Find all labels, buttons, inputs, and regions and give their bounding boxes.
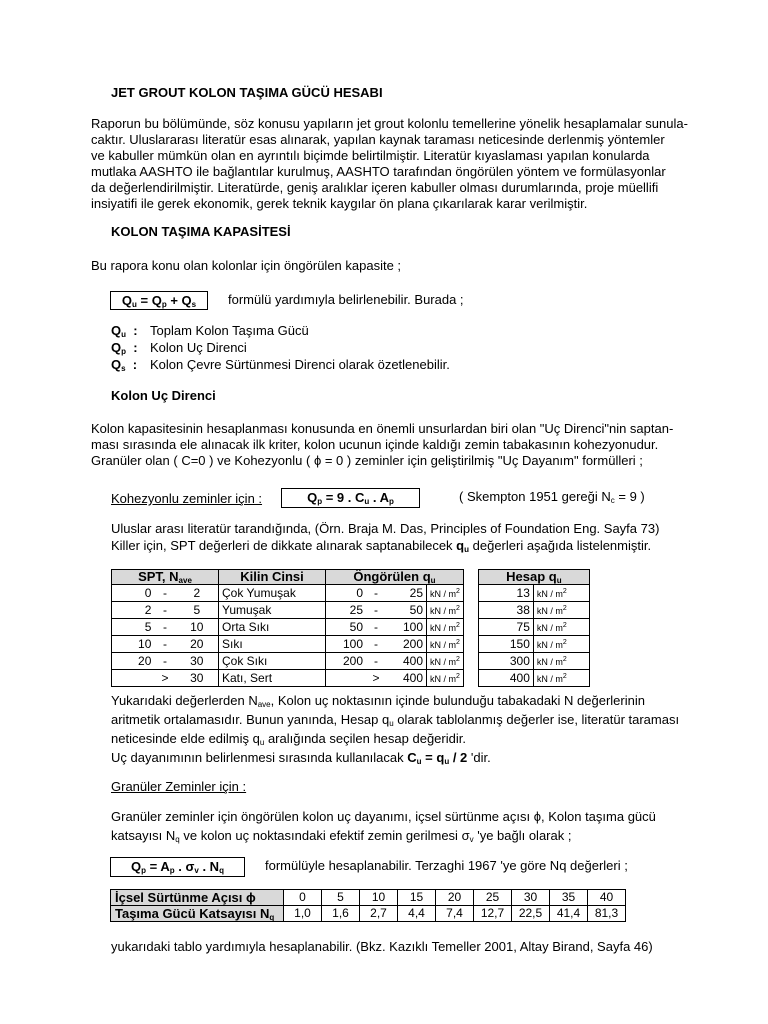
table-cell — [112, 670, 155, 687]
table-cell-nq: 1,0 — [284, 906, 322, 922]
tip-line: ması sırasında ele alınacak ilk kriter, kolon ucunun içinde kaldığı zemin tabakasının kohezyonudur. — [91, 437, 659, 452]
unit-cell: kN / $m^2$ — [427, 653, 464, 670]
row-label-phi: İçsel Sürtünme Açısı ϕ — [111, 890, 284, 906]
intro-paragraph — [91, 116, 688, 212]
symbol-qs: $Q_s$ : — [111, 357, 138, 373]
unit-cell: kN / $m^2$ — [533, 585, 589, 602]
table-cell: 2 — [112, 602, 155, 619]
table-cell: - — [154, 619, 175, 636]
table-cell: 200 — [386, 636, 427, 653]
granular-heading: Granüler Zeminler için : — [111, 779, 247, 794]
table-cell-phi: 35 — [550, 890, 588, 906]
table-cell: 400 — [386, 653, 427, 670]
table-cell-phi: 5 — [322, 890, 360, 906]
table-row — [112, 653, 590, 670]
after-table-line: Yukarıdaki değerlerden $N_{ave}$, Kolon uç noktasının içinde bulunduğu tabakadaki N değerlerinin — [111, 693, 645, 709]
definition-qu: Toplam Kolon Taşıma Gücü — [150, 323, 309, 338]
table-row-phi — [111, 890, 626, 906]
table-cell-hesap: 38 — [478, 602, 533, 619]
literature-line: Uluslar arası literatür tarandığında, (Örn. Braja M. Das, Principles of Foundation Eng. Sayfa 73) — [111, 521, 660, 536]
table-row — [112, 602, 590, 619]
table-cell-nq: 12,7 — [474, 906, 512, 922]
table-cell: 25 — [326, 602, 367, 619]
capacity-intro: Bu rapora konu olan kolonlar için öngörülen kapasite ; — [91, 258, 402, 273]
intro-line: caktır. Uluslararası literatür esas alınarak, yapılan kaynak taraması neticesinde derlenmiş yöntemler — [91, 132, 665, 147]
definition-qs: Kolon Çevre Sürtünmesi Direnci olarak özetlenebilir. — [150, 357, 450, 372]
intro-line: Raporun bu bölümünde, söz konusu yapıların jet grout kolonlu temellerine yönelik hesaplamalar sunula- — [91, 116, 688, 131]
table-cell: 10 — [112, 636, 155, 653]
unit-cell: kN / $m^2$ — [533, 602, 589, 619]
table-cell: 50 — [386, 602, 427, 619]
table-cell-hesap: 13 — [478, 585, 533, 602]
after-table-line: Uç dayanımının belirlenmesi sırasında kullanılacak $C_u = q_u / 2$ 'dir. — [111, 750, 491, 766]
unit-cell: kN / $m^2$ — [427, 585, 464, 602]
unit-cell: kN / $m^2$ — [427, 670, 464, 687]
table-row — [112, 585, 590, 602]
table-cell-nq: 41,4 — [550, 906, 588, 922]
table-cell-phi: 15 — [398, 890, 436, 906]
unit-cell: kN / $m^2$ — [533, 619, 589, 636]
final-line: yukarıdaki tablo yardımıyla hesaplanabilir. (Bkz. Kazıklı Temeller 2001, Altay Birand, Sayfa 46) — [111, 939, 653, 954]
section-heading-capacity: KOLON TAŞIMA KAPASİTESİ — [111, 224, 291, 239]
table-cell-phi: 30 — [512, 890, 550, 906]
after-table-line: neticesinde elde edilmiş $q_u$ aralığında seçilen hesap değeridir. — [111, 731, 466, 747]
spt-table — [111, 569, 590, 687]
unit-cell: kN / $m^2$ — [427, 602, 464, 619]
table-header-row — [112, 570, 590, 585]
table-cell: - — [154, 585, 175, 602]
table-row — [112, 670, 590, 687]
table-cell: - — [366, 619, 386, 636]
table-cell: 30 — [176, 653, 219, 670]
formula-granular-text: formülüyle hesaplanabilir. Terzaghi 1967 'ye göre Nq değerleri ; — [265, 858, 628, 873]
header-ongorulen: Öngörülen $q_u$ — [326, 570, 464, 585]
table-cell: > — [366, 670, 386, 687]
granular-line: katsayısı $N_q$ ve kolon uç noktasındaki efektif zemin gerilmesi $\sigma_v$ 'ye bağlı olarak ; — [111, 828, 572, 844]
table-row-nq — [111, 906, 626, 922]
table-cell: Çok Sıkı — [219, 653, 326, 670]
table-row — [112, 619, 590, 636]
table-cell-nq: 4,4 — [398, 906, 436, 922]
tip-line: Kolon kapasitesinin hesaplanması konusunda en önemli unsurlardan biri olan "Uç Direnci"nin saptan- — [91, 421, 674, 436]
unit-cell: kN / $m^2$ — [533, 670, 589, 687]
header-hesap: Hesap $q_u$ — [478, 570, 589, 585]
table-cell: 100 — [386, 619, 427, 636]
intro-line: da değerlendirilmiştir. Literatürde, geniş aralıklar içeren kabuller olması durumlarında, proje müellifi — [91, 180, 659, 195]
table-cell: 0 — [326, 585, 367, 602]
table-cell-phi: 25 — [474, 890, 512, 906]
table-cell: Çok Yumuşak — [219, 585, 326, 602]
skempton-note: ( Skempton 1951 gereği $N_c = 9$ ) — [459, 489, 645, 505]
section-heading-tip: Kolon Uç Direnci — [111, 388, 216, 403]
table-cell: 100 — [326, 636, 367, 653]
table-cell: 50 — [326, 619, 367, 636]
table-cell: > — [154, 670, 175, 687]
table-cell: - — [366, 602, 386, 619]
table-cell: 30 — [176, 670, 219, 687]
table-cell: - — [154, 602, 175, 619]
table-cell-hesap: 400 — [478, 670, 533, 687]
intro-line: ve kabuller mümkün olan en ayrıntılı biçimde belirtilmiştir. Literatür kıyaslaması yapılan konularda — [91, 148, 650, 163]
header-kilin-cinsi: Kilin Cinsi — [219, 570, 326, 585]
table-cell-hesap: 75 — [478, 619, 533, 636]
table-cell: Yumuşak — [219, 602, 326, 619]
table-cell: 10 — [176, 619, 219, 636]
unit-cell: kN / $m^2$ — [533, 636, 589, 653]
table-cell: - — [366, 636, 386, 653]
table-cell: Katı, Sert — [219, 670, 326, 687]
table-cell-phi: 10 — [360, 890, 398, 906]
literature-line-2: Killer için, SPT değerleri de dikkate alınarak saptanabilecek $q_u$ değerleri aşağıda listelenmiştir. — [111, 538, 652, 554]
intro-line: insiyatifi ile gerek ekonomik, gerek teknik kaygılar ön plana çıkarılarak karar verilmiştir. — [91, 196, 588, 211]
granular-line: Granüler zeminler için öngörülen kolon uç dayanımı, içsel sürtünme açısı ϕ, Kolon taşıma gücü — [111, 809, 656, 824]
unit-cell: kN / $m^2$ — [533, 653, 589, 670]
unit-cell: kN / $m^2$ — [427, 619, 464, 636]
table-cell-phi: 0 — [284, 890, 322, 906]
table-cell: Sıkı — [219, 636, 326, 653]
formula-qu-text: formülü yardımıyla belirlenebilir. Burada ; — [228, 292, 464, 307]
table-cell: - — [154, 636, 175, 653]
cohesive-label: Kohezyonlu zeminler için : — [111, 491, 263, 506]
table-row — [112, 636, 590, 653]
table-cell: 0 — [112, 585, 155, 602]
table-cell-nq: 1,6 — [322, 906, 360, 922]
table-cell: 5 — [176, 602, 219, 619]
intro-line: mutlaka AASHTO ile bağlantılar kurulmuş, AASHTO tarafından öngörülen yöntem ve formülasyonlar — [91, 164, 666, 179]
table-cell: - — [366, 653, 386, 670]
table-cell-nq: 7,4 — [436, 906, 474, 922]
table-cell-phi: 40 — [588, 890, 626, 906]
unit-cell: kN / $m^2$ — [427, 636, 464, 653]
row-label-nq: Taşıma Gücü Katsayısı $N_q$ — [111, 906, 284, 922]
symbol-qp: $Q_p$ : — [111, 340, 138, 356]
table-cell-phi: 20 — [436, 890, 474, 906]
table-cell-nq: 22,5 — [512, 906, 550, 922]
nq-table — [110, 889, 626, 922]
after-table-line: aritmetik ortalamasıdır. Bunun yanında, Hesap $q_u$ olarak tablolanmış değerler ise, literatür taraması — [111, 712, 680, 728]
table-cell-nq: 2,7 — [360, 906, 398, 922]
table-cell: 20 — [176, 636, 219, 653]
formula-qp-granular-box: $Q_p = A_p$ . $\sigma_v$ . $N_q$ — [110, 857, 245, 877]
table-cell-hesap: 300 — [478, 653, 533, 670]
table-cell: - — [154, 653, 175, 670]
table-cell: 20 — [112, 653, 155, 670]
page-title: JET GROUT KOLON TAŞIMA GÜCÜ HESABI — [111, 85, 383, 100]
table-cell: - — [366, 585, 386, 602]
symbol-qu: $Q_u$ : — [111, 323, 138, 339]
table-cell: Orta Sıkı — [219, 619, 326, 636]
table-cell: 400 — [386, 670, 427, 687]
header-spt: SPT, $N_{ave}$ — [112, 570, 219, 585]
table-cell: 200 — [326, 653, 367, 670]
definition-qp: Kolon Uç Direnci — [150, 340, 247, 355]
tip-line: Granüler olan ( C=0 ) ve Kohezyonlu ( ϕ = 0 ) zeminler için geliştirilmiş "Uç Dayanım" formülleri ; — [91, 453, 643, 468]
table-cell-hesap: 150 — [478, 636, 533, 653]
table-cell — [326, 670, 367, 687]
formula-qp-cohesive-box: $Q_p = 9$ . $C_u$ . $A_p$ — [281, 488, 420, 508]
table-cell: 25 — [386, 585, 427, 602]
table-cell: 2 — [176, 585, 219, 602]
table-cell-nq: 81,3 — [588, 906, 626, 922]
formula-qu-box: $Q_u = Q_p + Q_s$ — [110, 291, 208, 310]
tip-paragraph — [91, 421, 673, 469]
table-cell: 5 — [112, 619, 155, 636]
